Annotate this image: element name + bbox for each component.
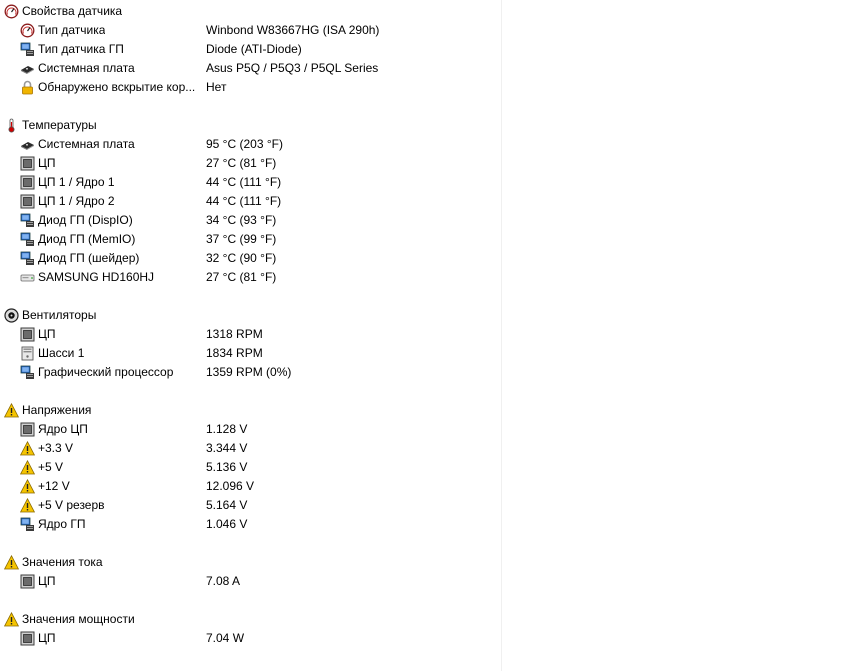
tree-item-row[interactable] [0, 135, 500, 154]
item-value: 1.128 V [206, 422, 248, 436]
item-value: 12.096 V [206, 479, 255, 493]
group-label: Температуры [22, 118, 97, 132]
item-label: Системная плата [38, 137, 135, 151]
monitor-icon [20, 251, 35, 266]
lock-icon [20, 80, 35, 95]
item-value: Winbond W83667HG (ISA 290h) [206, 23, 380, 37]
item-value: 27 °C (81 °F) [206, 270, 277, 284]
group-label: Вентиляторы [22, 308, 97, 322]
tree-item-row[interactable] [0, 230, 500, 249]
item-value: 44 °C (111 °F) [206, 175, 282, 189]
warning-icon [20, 479, 35, 494]
tree-item-row[interactable] [0, 173, 500, 192]
cpu-icon [20, 327, 35, 342]
item-value: Нет [206, 80, 227, 94]
item-label: +5 V резерв [38, 498, 105, 512]
group-label: Значения тока [22, 555, 103, 569]
item-value: 1318 RPM [206, 327, 263, 341]
tree-group-row[interactable] [0, 306, 500, 325]
item-label: Шасси 1 [38, 346, 85, 360]
tree-group-row[interactable] [0, 610, 500, 629]
item-label: Системная плата [38, 61, 135, 75]
tree-item-row[interactable] [0, 344, 500, 363]
item-label: Тип датчика ГП [38, 42, 124, 56]
group-label: Напряжения [22, 403, 92, 417]
item-label: ЦП 1 / Ядро 2 [38, 194, 115, 208]
tree-group-row[interactable] [0, 2, 500, 21]
item-label: SAMSUNG HD160HJ [38, 270, 155, 284]
cpu-icon [20, 175, 35, 190]
item-value: 3.344 V [206, 441, 248, 455]
item-label: Ядро ГП [38, 517, 86, 531]
monitor-icon [20, 213, 35, 228]
item-label: +12 V [38, 479, 70, 493]
item-label: ЦП [38, 156, 56, 170]
item-value: 7.08 A [206, 574, 241, 588]
item-value: 7.04 W [206, 631, 245, 645]
tree-item-row[interactable] [0, 363, 500, 382]
cpu-icon [20, 422, 35, 437]
item-label: Диод ГП (DispIO) [38, 213, 133, 227]
item-label: ЦП 1 / Ядро 1 [38, 175, 115, 189]
tree-group-row[interactable] [0, 401, 500, 420]
item-value: Diode (ATI-Diode) [206, 42, 302, 56]
group-label: Свойства датчика [22, 4, 123, 18]
chassis-icon [20, 346, 35, 361]
item-value: 1834 RPM [206, 346, 263, 360]
cpu-icon [20, 194, 35, 209]
item-value: 44 °C (111 °F) [206, 194, 282, 208]
cpu-icon [20, 156, 35, 171]
gauge-icon [4, 4, 19, 19]
item-label: Тип датчика [38, 23, 106, 37]
tree-item-row[interactable] [0, 192, 500, 211]
group-label: Значения мощности [22, 612, 135, 626]
motherboard-icon [20, 61, 35, 76]
tree-item-row[interactable] [0, 154, 500, 173]
tree-item-row[interactable] [0, 211, 500, 230]
tree-item-row[interactable] [0, 477, 500, 496]
tree-item-row[interactable] [0, 515, 500, 534]
item-value: 27 °C (81 °F) [206, 156, 277, 170]
item-value: 37 °C (99 °F) [206, 232, 277, 246]
monitor-icon [20, 232, 35, 247]
item-value: 5.136 V [206, 460, 248, 474]
gauge-icon [20, 23, 35, 38]
monitor-icon [20, 365, 35, 380]
item-value: 34 °C (93 °F) [206, 213, 277, 227]
item-label: ЦП [38, 574, 56, 588]
tree-item-row[interactable] [0, 325, 500, 344]
cpu-icon [20, 574, 35, 589]
cpu-icon [20, 631, 35, 646]
tree-item-row[interactable] [0, 59, 500, 78]
tree-item-row[interactable] [0, 496, 500, 515]
tree-item-row[interactable] [0, 268, 500, 287]
item-label: Обнаружено вскрытие кор... [38, 80, 196, 94]
warning-icon [20, 498, 35, 513]
item-label: +3.3 V [38, 441, 74, 455]
tree-group-row[interactable] [0, 116, 500, 135]
tree-item-row[interactable] [0, 40, 500, 59]
warning-icon [4, 555, 19, 570]
item-label: Ядро ЦП [38, 422, 88, 436]
item-label: ЦП [38, 631, 56, 645]
tree-item-row[interactable] [0, 249, 500, 268]
item-value: 95 °C (203 °F) [206, 137, 283, 151]
warning-icon [4, 612, 19, 627]
item-label: ЦП [38, 327, 56, 341]
item-label: +5 V [38, 460, 64, 474]
item-label: Диод ГП (MemIO) [38, 232, 136, 246]
warning-icon [4, 403, 19, 418]
thermometer-icon [4, 118, 19, 133]
tree-item-row[interactable] [0, 439, 500, 458]
item-label: Диод ГП (шейдер) [38, 251, 140, 265]
tree-item-row[interactable] [0, 572, 500, 591]
motherboard-icon [20, 137, 35, 152]
item-value: 5.164 V [206, 498, 248, 512]
tree-item-row[interactable] [0, 78, 500, 97]
hdd-icon [20, 270, 35, 285]
tree-item-row[interactable] [0, 629, 500, 648]
item-value: 32 °C (90 °F) [206, 251, 277, 265]
item-value: 1.046 V [206, 517, 248, 531]
tree-item-row[interactable] [0, 21, 500, 40]
item-value: 1359 RPM (0%) [206, 365, 292, 379]
warning-icon [20, 460, 35, 475]
tree-item-row[interactable] [0, 420, 500, 439]
warning-icon [20, 441, 35, 456]
monitor-icon [20, 42, 35, 57]
tree-group-row[interactable] [0, 553, 500, 572]
tree-item-row[interactable] [0, 458, 500, 477]
fan-icon [4, 308, 19, 323]
monitor-icon [20, 517, 35, 532]
item-label: Графический процессор [38, 365, 174, 379]
item-value: Asus P5Q / P5Q3 / P5QL Series [206, 61, 379, 75]
